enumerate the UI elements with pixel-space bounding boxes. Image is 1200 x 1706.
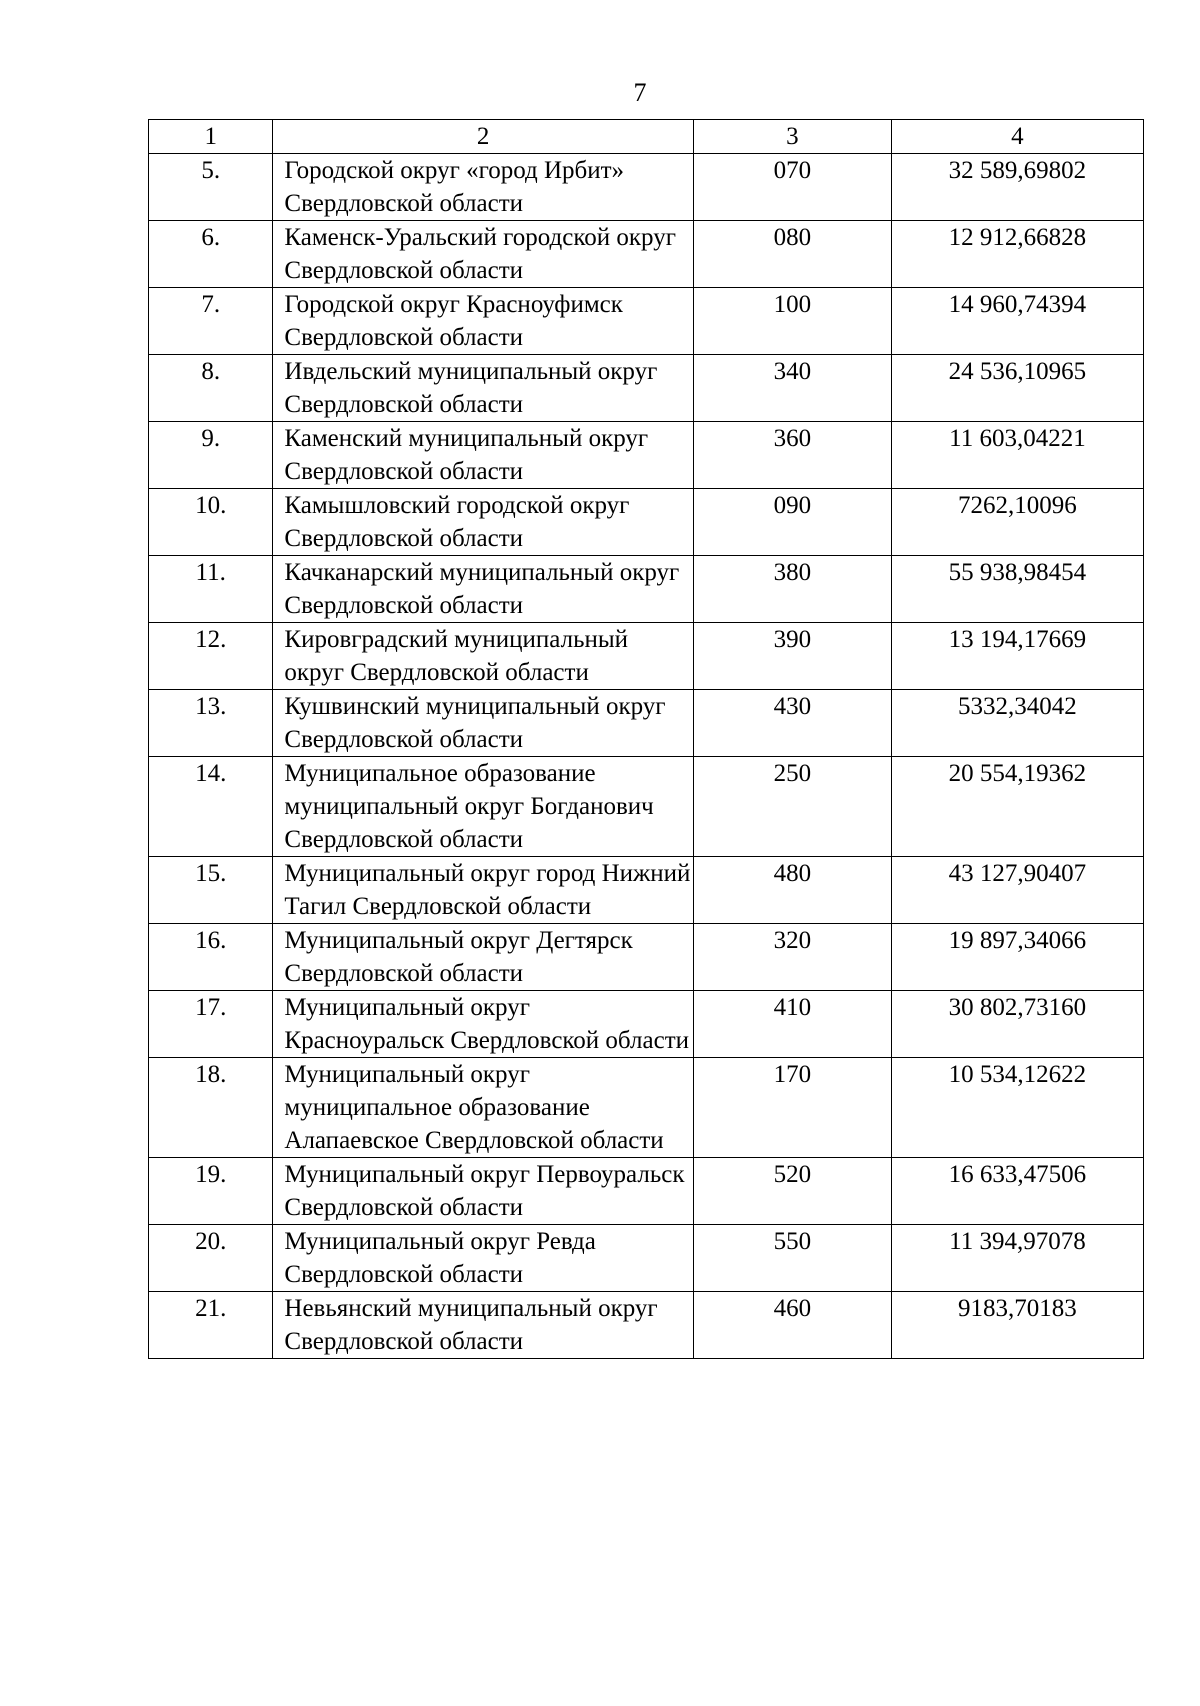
code-cell: 100 <box>693 288 891 355</box>
table-row <box>149 154 1144 221</box>
code-cell: 070 <box>693 154 891 221</box>
table-row <box>149 991 1144 1058</box>
amount-cell: 7262,10096 <box>891 489 1143 556</box>
code-cell: 250 <box>693 757 891 857</box>
table-row <box>149 1225 1144 1292</box>
row-number-cell: 17. <box>149 991 273 1058</box>
table-row <box>149 1058 1144 1158</box>
municipality-name-cell: Камышловский городской округ Свердловской области <box>273 489 694 556</box>
amount-cell: 20 554,19362 <box>891 757 1143 857</box>
amount-cell: 12 912,66828 <box>891 221 1143 288</box>
municipality-name-cell: Качканарский муниципальный округ Свердловской области <box>273 556 694 623</box>
amount-cell: 9183,70183 <box>891 1292 1143 1359</box>
municipality-name-cell: Муниципальный округ муниципальное образование Алапаевское Свердловской области <box>273 1058 694 1158</box>
row-number-cell: 12. <box>149 623 273 690</box>
table-row <box>149 623 1144 690</box>
amount-cell: 30 802,73160 <box>891 991 1143 1058</box>
row-number-cell: 8. <box>149 355 273 422</box>
table-row <box>149 355 1144 422</box>
code-cell: 170 <box>693 1058 891 1158</box>
amount-cell: 55 938,98454 <box>891 556 1143 623</box>
municipality-name-cell: Городской округ Красноуфимск Свердловской области <box>273 288 694 355</box>
row-number-cell: 14. <box>149 757 273 857</box>
code-cell: 430 <box>693 690 891 757</box>
amount-cell: 14 960,74394 <box>891 288 1143 355</box>
table-row <box>149 857 1144 924</box>
row-number-cell: 16. <box>149 924 273 991</box>
table-row <box>149 924 1144 991</box>
row-number-cell: 20. <box>149 1225 273 1292</box>
table-row <box>149 556 1144 623</box>
row-number-cell: 9. <box>149 422 273 489</box>
code-cell: 550 <box>693 1225 891 1292</box>
row-number-cell: 5. <box>149 154 273 221</box>
municipality-name-cell: Муниципальный округ город Нижний Тагил Свердловской области <box>273 857 694 924</box>
header-cell-2: 2 <box>273 120 694 154</box>
code-cell: 320 <box>693 924 891 991</box>
budget-distribution-table <box>148 119 1144 1359</box>
row-number-cell: 10. <box>149 489 273 556</box>
table-row <box>149 489 1144 556</box>
municipality-name-cell: Каменский муниципальный округ Свердловской области <box>273 422 694 489</box>
amount-cell: 10 534,12622 <box>891 1058 1143 1158</box>
row-number-cell: 7. <box>149 288 273 355</box>
table-row <box>149 221 1144 288</box>
municipality-name-cell: Муниципальный округ Красноуральск Свердловской области <box>273 991 694 1058</box>
code-cell: 390 <box>693 623 891 690</box>
page-number: 7 <box>633 78 647 107</box>
row-number-cell: 21. <box>149 1292 273 1359</box>
row-number-cell: 15. <box>149 857 273 924</box>
row-number-cell: 18. <box>149 1058 273 1158</box>
table-header-row <box>149 120 1144 154</box>
amount-cell: 11 603,04221 <box>891 422 1143 489</box>
table-row <box>149 1158 1144 1225</box>
code-cell: 090 <box>693 489 891 556</box>
municipality-name-cell: Муниципальный округ Ревда Свердловской области <box>273 1225 694 1292</box>
municipality-name-cell: Ивдельский муниципальный округ Свердловской области <box>273 355 694 422</box>
code-cell: 380 <box>693 556 891 623</box>
amount-cell: 13 194,17669 <box>891 623 1143 690</box>
municipality-name-cell: Муниципальное образование муниципальный округ Богданович Свердловской области <box>273 757 694 857</box>
amount-cell: 24 536,10965 <box>891 355 1143 422</box>
amount-cell: 16 633,47506 <box>891 1158 1143 1225</box>
code-cell: 480 <box>693 857 891 924</box>
table-row <box>149 757 1144 857</box>
code-cell: 520 <box>693 1158 891 1225</box>
amount-cell: 11 394,97078 <box>891 1225 1143 1292</box>
row-number-cell: 11. <box>149 556 273 623</box>
table-row <box>149 1292 1144 1359</box>
header-cell-4: 4 <box>891 120 1143 154</box>
header-cell-1: 1 <box>149 120 273 154</box>
table-row <box>149 690 1144 757</box>
row-number-cell: 13. <box>149 690 273 757</box>
code-cell: 080 <box>693 221 891 288</box>
code-cell: 460 <box>693 1292 891 1359</box>
municipality-name-cell: Кировградский муниципальный округ Свердловской области <box>273 623 694 690</box>
amount-cell: 32 589,69802 <box>891 154 1143 221</box>
code-cell: 360 <box>693 422 891 489</box>
municipality-name-cell: Каменск-Уральский городской округ Свердловской области <box>273 221 694 288</box>
table-row <box>149 288 1144 355</box>
table-row <box>149 422 1144 489</box>
row-number-cell: 19. <box>149 1158 273 1225</box>
municipality-name-cell: Кушвинский муниципальный округ Свердловской области <box>273 690 694 757</box>
code-cell: 410 <box>693 991 891 1058</box>
code-cell: 340 <box>693 355 891 422</box>
header-cell-3: 3 <box>693 120 891 154</box>
amount-cell: 19 897,34066 <box>891 924 1143 991</box>
municipality-name-cell: Невьянский муниципальный округ Свердловской области <box>273 1292 694 1359</box>
amount-cell: 43 127,90407 <box>891 857 1143 924</box>
municipality-name-cell: Муниципальный округ Дегтярск Свердловской области <box>273 924 694 991</box>
row-number-cell: 6. <box>149 221 273 288</box>
municipality-name-cell: Городской округ «город Ирбит» Свердловской области <box>273 154 694 221</box>
amount-cell: 5332,34042 <box>891 690 1143 757</box>
municipality-name-cell: Муниципальный округ Первоуральск Свердловской области <box>273 1158 694 1225</box>
